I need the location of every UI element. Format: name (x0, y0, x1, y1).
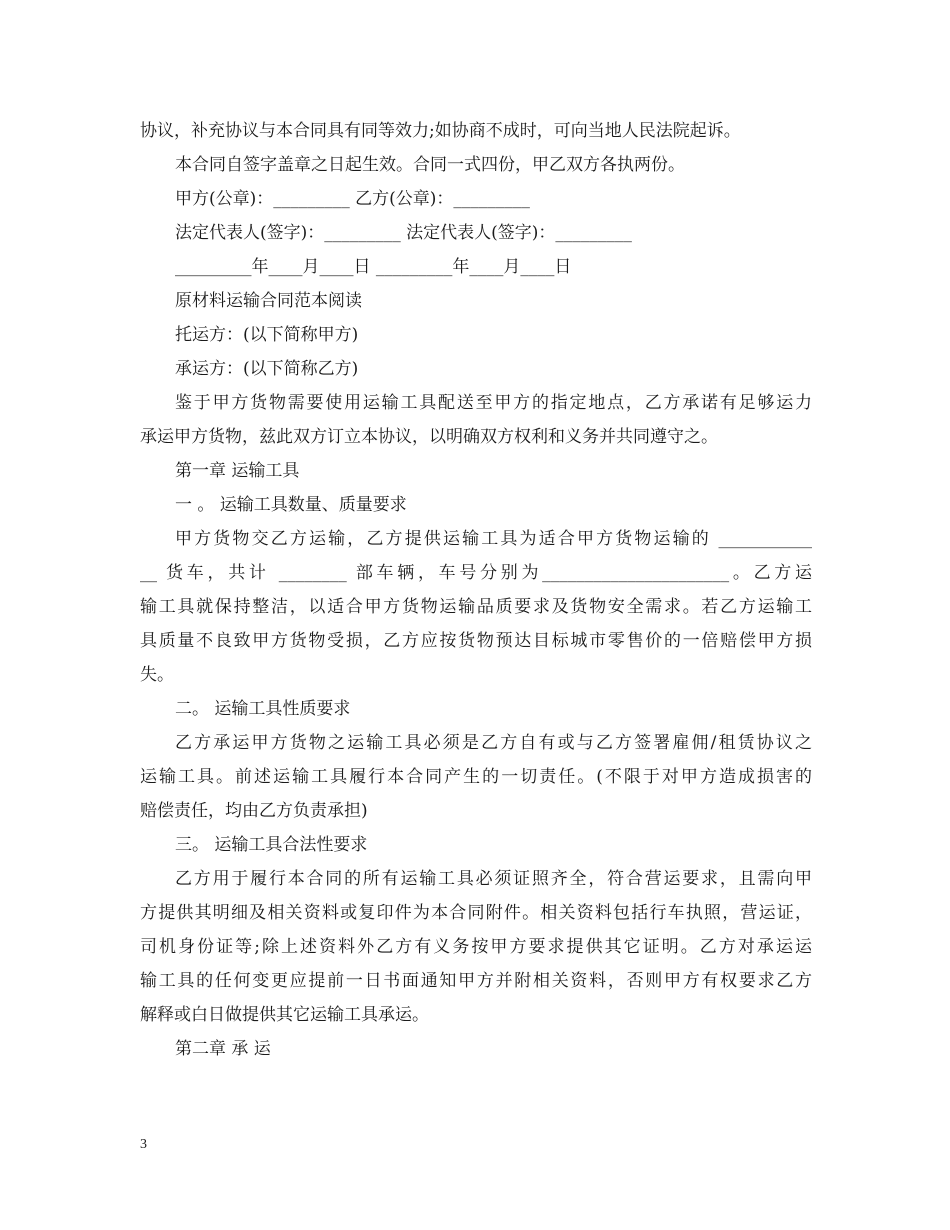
text-line: 原材料运输合同范本阅读 (175, 291, 362, 311)
text-line: 输工具就保持整洁，以适合甲方货物运输品质要求及货物安全需求。若乙方运输工 (140, 597, 812, 617)
text-line: 一 。 运输工具数量、质量要求 (175, 495, 407, 515)
text-line: 具质量不良致甲方货物受损，乙方应按货物预达目标城市零售价的一倍赔偿甲方损 (140, 631, 812, 651)
text-line: 法定代表人(签字)：_________ 法定代表人(签字)：_________ (175, 223, 632, 243)
text-line: 三。 运输工具合法性要求 (175, 835, 368, 855)
text-line: __ 货车，共计 ________ 部车辆，车号分别为______________________。乙方运 (140, 563, 812, 583)
text-line: 鉴于甲方货物需要使用运输工具配送至甲方的指定地点，乙方承诺有足够运力 (175, 393, 812, 413)
text-line: 承运方：(以下简称乙方) (175, 359, 359, 379)
text-line: 甲方(公章)：_________ 乙方(公章)：_________ (175, 189, 530, 209)
text-line: 乙方用于履行本合同的所有运输工具必须证照齐全，符合营运要求，且需向甲 (175, 869, 812, 889)
page-number: 3 (140, 1137, 147, 1152)
text-line: 本合同自签字盖章之日起生效。合同一式四份，甲乙双方各执两份。 (175, 155, 685, 175)
text-line: 二。 运输工具性质要求 (175, 699, 351, 719)
text-line: _________年____月____日 _________年____月____日 (175, 257, 572, 277)
text-line: 乙方承运甲方货物之运输工具必须是乙方自有或与乙方签署雇佣/租赁协议之 (175, 733, 812, 753)
text-line: 第二章 承 运 (175, 1039, 271, 1059)
text-line: 托运方：(以下简称甲方) (175, 325, 359, 345)
text-line: 失。 (140, 665, 174, 685)
text-line: 输工具的任何变更应提前一日书面通知甲方并附相关资料，否则甲方有权要求乙方 (140, 971, 812, 991)
document-body (140, 114, 812, 1066)
text-line: 第一章 运输工具 (175, 461, 300, 481)
text-line: 运输工具。前述运输工具履行本合同产生的一切责任。(不限于对甲方造成损害的 (140, 767, 812, 787)
text-line: 甲方货物交乙方运输，乙方提供运输工具为适合甲方货物运输的 ___________ (175, 529, 812, 549)
text-line: 协议，补充协议与本合同具有同等效力;如协商不成时，可向当地人民法院起诉。 (140, 121, 741, 141)
text-line: 承运甲方货物，兹此双方订立本协议，以明确双方权利和义务并共同遵守之。 (140, 427, 718, 447)
text-line: 赔偿责任，均由乙方负责承担) (140, 801, 368, 821)
text-line: 司机身份证等;除上述资料外乙方有义务按甲方要求提供其它证明。乙方对承运运 (140, 937, 812, 957)
text-line: 方提供其明细及相关资料或复印件为本合同附件。相关资料包括行车执照，营运证， (140, 903, 812, 923)
text-line: 解释或白日做提供其它运输工具承运。 (140, 1005, 429, 1025)
